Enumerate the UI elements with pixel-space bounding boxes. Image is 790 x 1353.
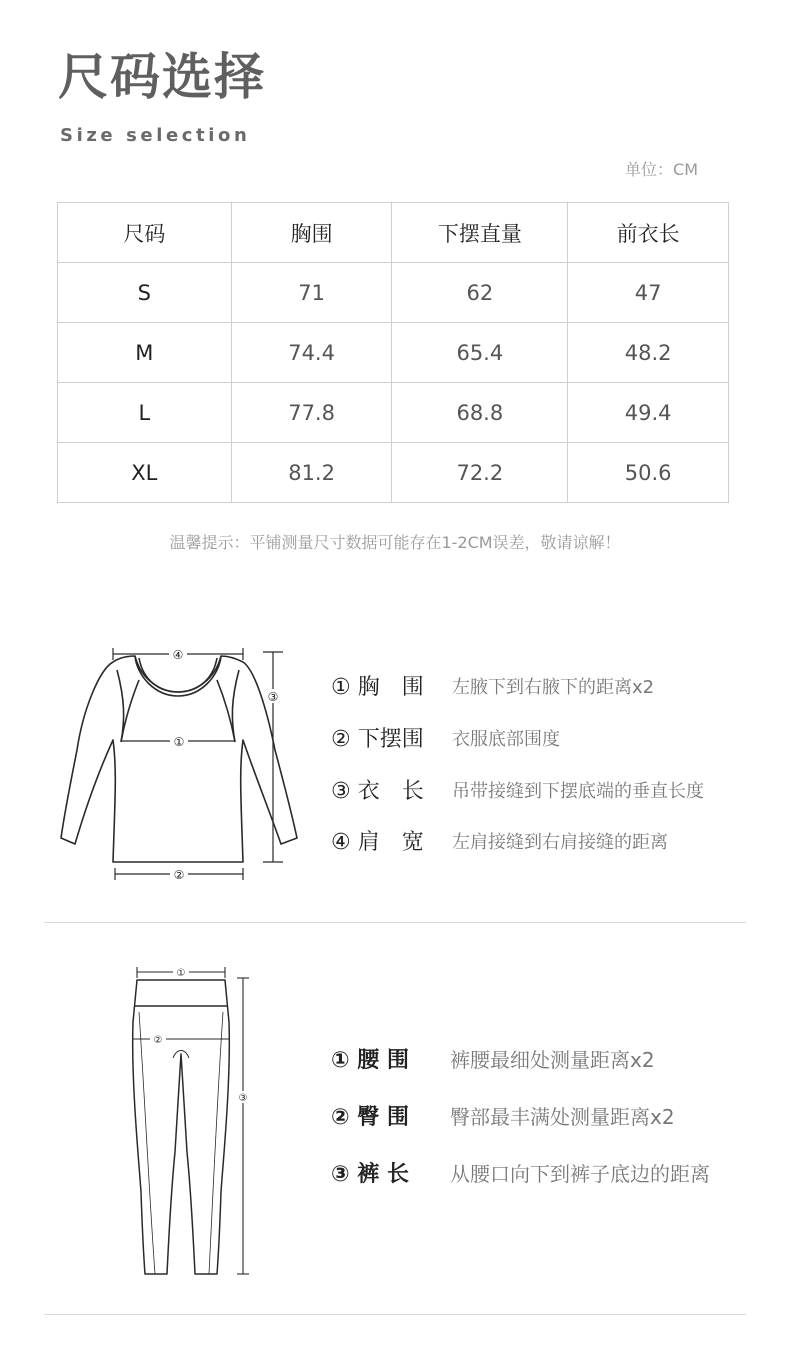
header-chest: 胸围 (231, 203, 392, 263)
legend-item-hip (331, 1100, 675, 1131)
shirt-length-marker: ③ (267, 690, 279, 704)
table-row (58, 263, 729, 323)
legend-item-hem (331, 722, 560, 753)
pants-right-side-seam (209, 1012, 223, 1274)
pants-diagram (125, 962, 255, 1282)
page-title: 尺码选择 (58, 48, 266, 106)
legend-desc: 衣服底部围度 (452, 728, 560, 750)
section-divider (44, 922, 746, 923)
cell-chest: 81.2 (231, 443, 392, 503)
shirt-shoulder-marker: ④ (172, 648, 184, 662)
cell-front-length: 49.4 (568, 383, 729, 443)
measurement-tip: 温馨提示：平铺测量尺寸数据可能存在1-2CM误差，敬请谅解！ (169, 533, 621, 552)
cell-size: L (58, 383, 232, 443)
cell-hem: 72.2 (392, 443, 568, 503)
cell-size: XL (58, 443, 232, 503)
pants-left-side-seam (139, 1012, 155, 1274)
legend-item-chest (331, 670, 654, 701)
legend-desc: 臀部最丰满处测量距离x2 (450, 1105, 675, 1129)
header-hem: 下摆直量 (392, 203, 568, 263)
legend-desc: 从腰口向下到裤子底边的距离 (450, 1162, 710, 1186)
legend-label: ② 臀 围 (331, 1105, 409, 1130)
cell-front-length: 48.2 (568, 323, 729, 383)
legend-label: ① 腰 围 (331, 1048, 409, 1073)
legend-desc: 裤腰最细处测量距离x2 (450, 1048, 655, 1072)
header-front-length: 前衣长 (568, 203, 729, 263)
table-row (58, 443, 729, 503)
legend-desc: 左腋下到右腋下的距离x2 (452, 676, 655, 698)
legend-label: ② 下摆围 (331, 727, 424, 752)
cell-hem: 65.4 (392, 323, 568, 383)
legend-desc: 吊带接缝到下摆底端的垂直长度 (452, 780, 704, 802)
shirt-chest-marker: ① (173, 735, 185, 749)
cell-hem: 62 (392, 263, 568, 323)
cell-size: M (58, 323, 232, 383)
cell-chest: 74.4 (231, 323, 392, 383)
legend-label: ③ 衣 长 (331, 779, 424, 804)
legend-label: ③ 裤 长 (331, 1162, 409, 1187)
shirt-diagram (55, 640, 305, 888)
legend-item-waist (331, 1043, 655, 1074)
legend-label: ④ 肩 宽 (331, 830, 424, 855)
page-subtitle: Size selection (60, 125, 251, 146)
pants-waist-marker: ① (176, 968, 186, 979)
pants-length-marker: ③ (238, 1093, 248, 1104)
table-row (58, 323, 729, 383)
unit-label: 单位：CM (625, 160, 698, 179)
legend-item-shoulder (331, 825, 668, 856)
legend-desc: 左肩接缝到右肩接缝的距离 (452, 831, 668, 853)
legend-label: ① 胸 围 (331, 675, 424, 700)
size-table (57, 202, 729, 503)
cell-size: S (58, 263, 232, 323)
cell-chest: 71 (231, 263, 392, 323)
pants-outline (133, 980, 230, 1274)
header-size: 尺码 (58, 203, 232, 263)
cell-chest: 77.8 (231, 383, 392, 443)
table-row (58, 383, 729, 443)
table-header-row (58, 203, 729, 263)
legend-item-length (331, 774, 704, 805)
shirt-outline (61, 656, 297, 862)
cell-front-length: 47 (568, 263, 729, 323)
shirt-neckline (135, 656, 221, 696)
cell-hem: 68.8 (392, 383, 568, 443)
legend-item-pants-length (331, 1157, 710, 1188)
section-divider (44, 1314, 746, 1315)
shirt-neckline-inner (139, 658, 217, 692)
shirt-hem-marker: ② (173, 868, 185, 882)
pants-hip-marker: ② (153, 1035, 163, 1046)
cell-front-length: 50.6 (568, 443, 729, 503)
